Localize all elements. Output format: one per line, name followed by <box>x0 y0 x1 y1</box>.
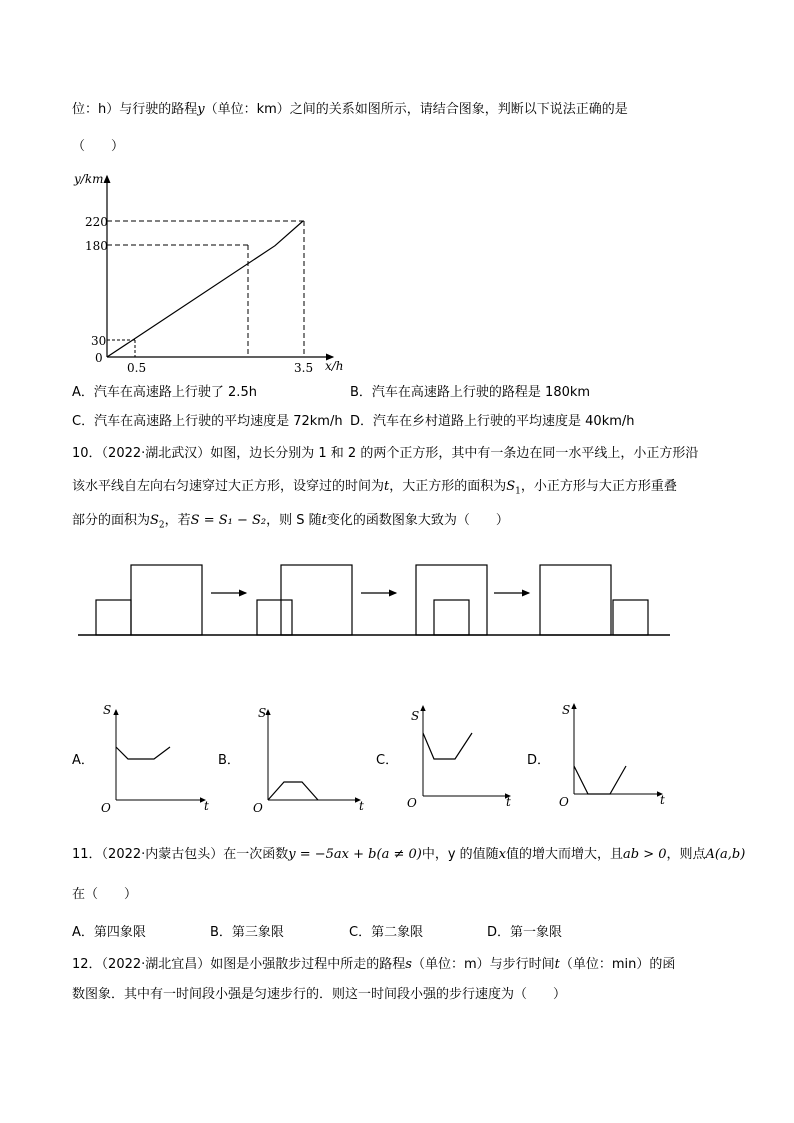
q10-graph-d <box>559 703 665 809</box>
q10-var-s2-sub: 2 <box>158 520 165 531</box>
q11-option-b-letter: B． <box>210 925 232 940</box>
q11-option-d <box>487 924 562 942</box>
q10-big-square-2 <box>281 565 352 635</box>
q10-graph-b <box>253 706 364 815</box>
q9-origin: 0 <box>95 351 103 365</box>
q10-small-square-1 <box>96 600 131 635</box>
q11-option-a-text: 第四象限 <box>93 925 146 940</box>
q9-ytick-220: 220 <box>85 215 108 229</box>
q12-var-s: s <box>405 957 412 972</box>
q10-l2-a: 该水平线自左向右匀速穿过大正方形，设穿过的时间为 <box>72 479 385 494</box>
q12-var-t: t <box>554 957 560 972</box>
q9-option-b-letter: B． <box>350 385 372 400</box>
q11-line-2: 在（ ） <box>72 887 138 902</box>
q10-var-s1-sub: 1 <box>515 486 521 497</box>
q10-line-3 <box>72 512 509 535</box>
q11-l1-a: 11．（2022·内蒙古包头）在一次函数 <box>72 847 289 862</box>
q10-graph-c-s: S <box>411 709 420 723</box>
q9-option-d <box>350 413 635 431</box>
q11-l1-d: ，则点 <box>666 847 706 862</box>
q11-l1-c: 值的增大而增大，且 <box>506 847 624 862</box>
q10-small-square-2 <box>257 600 292 635</box>
q10-graph-c-o: O <box>407 796 417 810</box>
q10-graph-c-curve <box>423 733 472 759</box>
q10-small-square-3 <box>434 600 469 635</box>
q10-option-b: B． <box>218 753 240 768</box>
q11-line-1 <box>72 846 745 864</box>
q12-l1-a: 12．（2022·湖北宜昌）如图是小强散步过程中所走的路程 <box>72 957 406 972</box>
q10-l3-a: 部分的面积为 <box>72 513 151 528</box>
q10-l3-c: ，则 S 随 <box>266 513 322 528</box>
q12-l1-b: （单位：m）与步行时间 <box>411 957 555 972</box>
q10-graph-a <box>101 703 209 815</box>
q9-xtick-35: 3.5 <box>294 361 314 375</box>
q9-paren: （ ） <box>72 139 125 154</box>
q10-line-2 <box>72 478 677 501</box>
q11-option-d-letter: D． <box>487 925 511 940</box>
q9-option-c-text: 汽车在高速路上行驶的平均速度是 72km/h <box>94 414 343 429</box>
q10-var-t-2: t <box>321 513 327 528</box>
q10-graph-d-curve <box>574 766 626 794</box>
q10-graph-b-s: S <box>258 706 267 720</box>
q10-l3-b: ，若 <box>164 513 191 528</box>
q9-stem-a: 位：h）与行驶的路程 <box>72 102 198 117</box>
q9-option-b-text: 汽车在高速路上行驶的路程是 180km <box>371 385 591 400</box>
q9-xlabel: x/h <box>325 359 344 373</box>
q11-option-a <box>72 924 146 942</box>
q9-stem-line <box>72 101 628 119</box>
q11-option-c-letter: C． <box>349 925 372 940</box>
q10-graph-d-o: O <box>559 795 569 809</box>
q12-line-2: 数图象．其中有一时间段小强是匀速步行的．则这一时间段小强的步行速度为（ ） <box>72 987 567 1002</box>
q10-l3-d: 变化的函数图象大致为（ ） <box>326 513 509 528</box>
q9-option-c <box>72 413 343 431</box>
q10-equation: S = S₁ − S₂ <box>190 513 267 528</box>
q10-graph-a-o: O <box>101 801 111 815</box>
q10-graph-c <box>407 706 511 810</box>
q12-l1-c: （单位：min）的函 <box>559 957 676 972</box>
q10-big-square-1 <box>131 565 202 635</box>
q11-option-b-text: 第三象限 <box>231 925 284 940</box>
q9-option-a-letter: A． <box>72 385 94 400</box>
q10-l2-c: ，小正方形与大正方形重叠 <box>520 479 677 494</box>
q9-option-a-text: 汽车在高速路上行驶了 2.5h <box>93 385 257 400</box>
q9-ylabel: y/km <box>74 172 104 186</box>
q10-graph-d-t: t <box>660 793 665 807</box>
q9-option-a <box>72 384 257 402</box>
q11-option-a-letter: A． <box>72 925 94 940</box>
q11-option-c <box>349 924 423 942</box>
q10-graph-a-t: t <box>204 799 209 813</box>
q10-option-d: D． <box>527 753 551 768</box>
q9-option-d-text: 汽车在乡村道路上行驶的平均速度是 40km/h <box>373 414 635 429</box>
q11-condition: ab > 0 <box>623 847 667 862</box>
q10-graph-c-t: t <box>506 795 511 809</box>
q10-graph-b-o: O <box>253 801 263 815</box>
q10-graph-b-curve <box>268 782 318 800</box>
q10-small-square-4 <box>613 600 648 635</box>
q10-graph-a-s: S <box>103 703 112 717</box>
q9-ytick-30: 30 <box>91 334 107 348</box>
q10-graph-a-curve <box>116 747 170 759</box>
q9-option-d-letter: D． <box>350 414 374 429</box>
q10-line-1: 10．（2022·湖北武汉）如图，边长分别为 1 和 2 的两个正方形，其中有一条边在同一水平线上，小正方形沿 <box>72 446 699 461</box>
q10-var-s2: S <box>150 513 159 528</box>
q11-option-b <box>210 924 284 942</box>
q10-big-square-4 <box>540 565 611 635</box>
q9-data-line <box>107 221 303 357</box>
q9-xtick-05: 0.5 <box>127 361 147 375</box>
q10-graph-b-t: t <box>359 799 364 813</box>
q9-var-y: y <box>197 102 205 117</box>
q11-function: y = −5ax + b(a ≠ 0) <box>288 847 422 862</box>
q10-option-c: C． <box>376 753 399 768</box>
q10-big-square-3 <box>416 565 487 635</box>
q9-option-b <box>350 384 590 402</box>
q10-l2-b: ，大正方形的面积为 <box>389 479 507 494</box>
q10-var-t: t <box>384 479 390 494</box>
q10-option-a: A． <box>72 753 94 768</box>
q11-option-d-text: 第一象限 <box>510 925 563 940</box>
q10-graph-d-s: S <box>562 703 571 717</box>
q11-var-x: x <box>498 847 506 862</box>
q9-option-c-letter: C． <box>72 414 95 429</box>
q11-l1-b: 中，y 的值随 <box>421 847 499 862</box>
q11-point: A(a,b) <box>705 847 746 862</box>
q9-ytick-180: 180 <box>85 239 108 253</box>
q12-line-1 <box>72 956 675 974</box>
q10-var-s1: S <box>506 479 516 494</box>
q11-option-c-text: 第二象限 <box>371 925 424 940</box>
q9-stem-b: （单位：km）之间的关系如图所示，请结合图象，判断以下说法正确的是 <box>204 102 628 117</box>
